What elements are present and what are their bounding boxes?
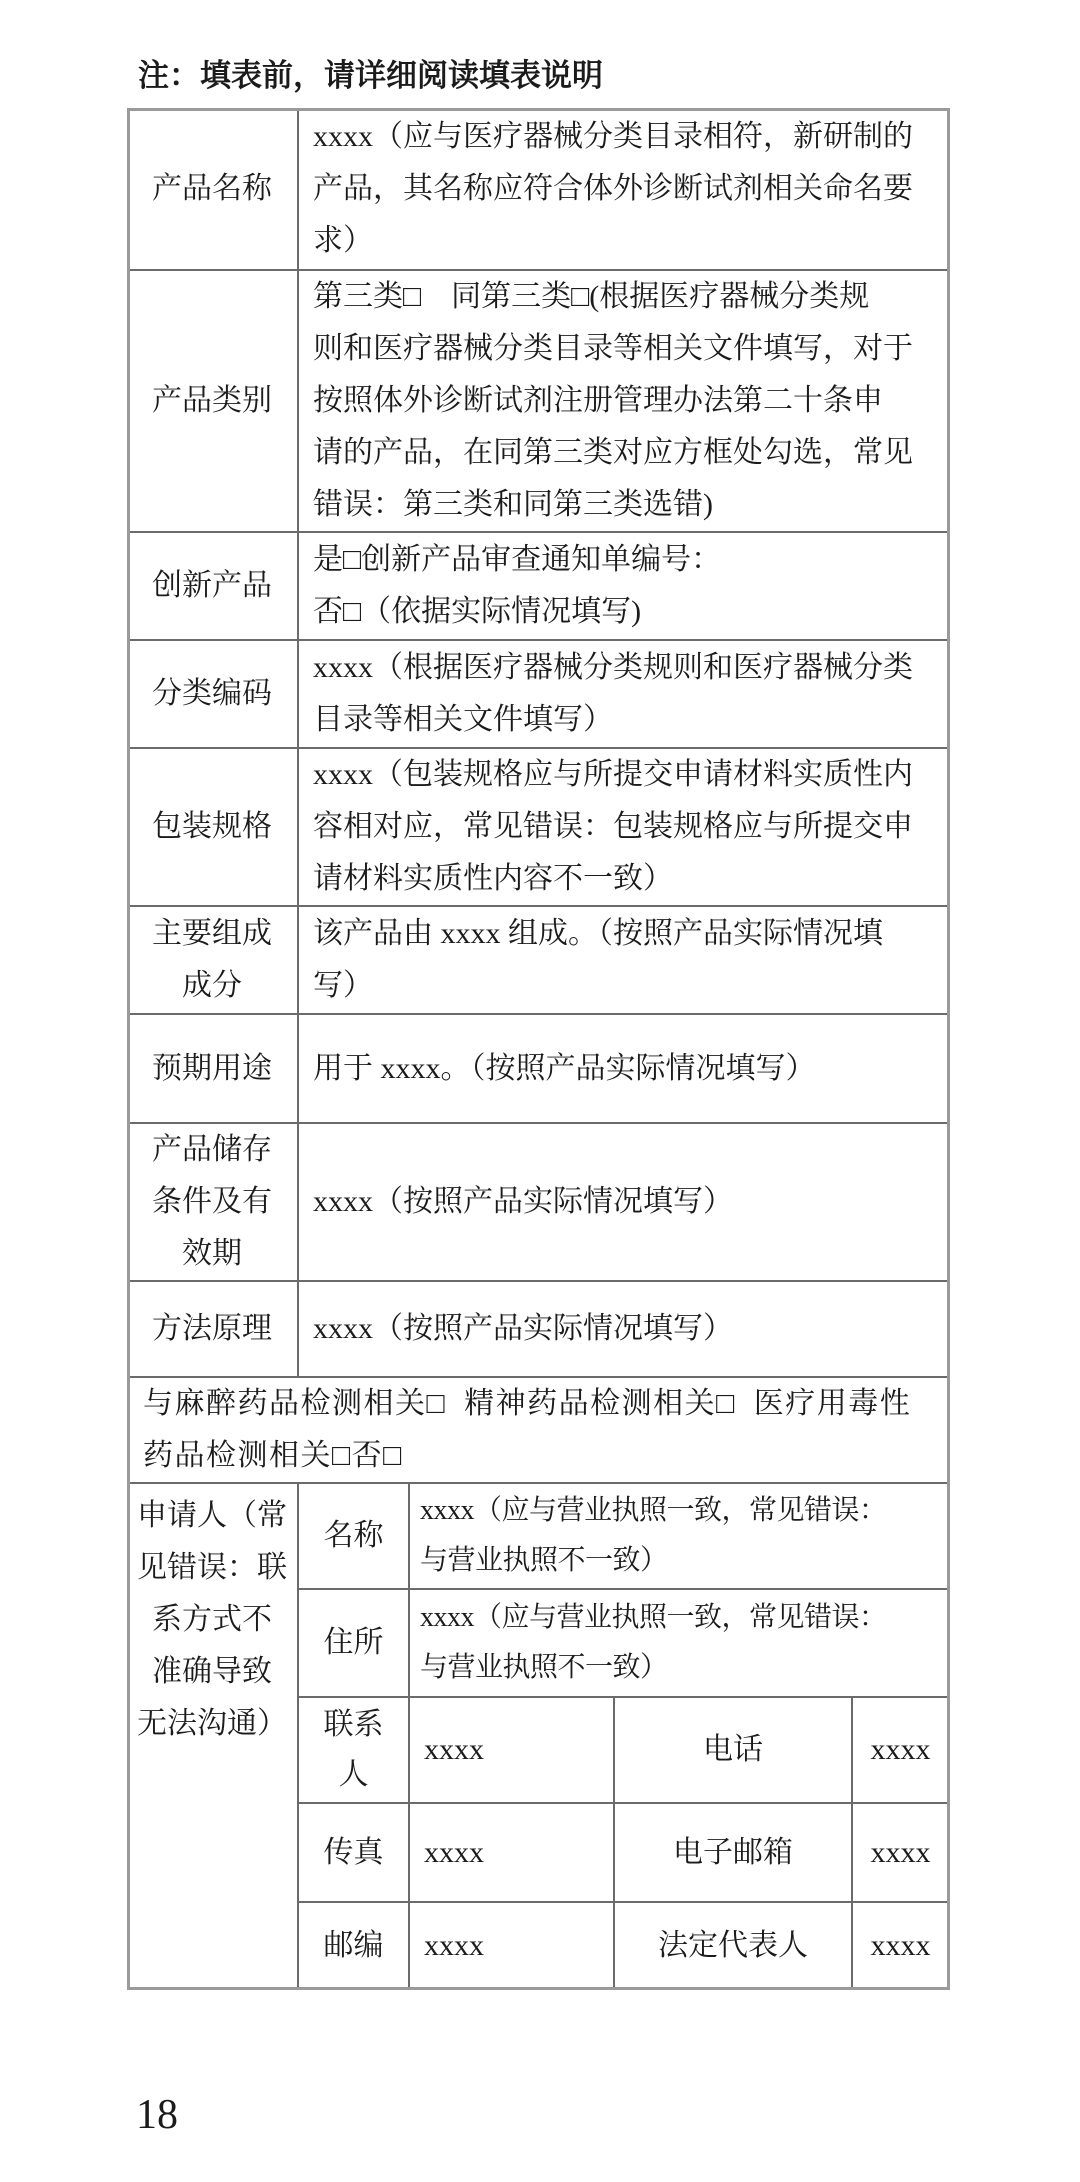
label-line: 名称 xyxy=(323,1519,384,1552)
page-number: 18 xyxy=(136,2092,178,2138)
label-line: 住所 xyxy=(323,1626,384,1659)
innovative-product-value xyxy=(299,533,950,641)
value-line: 按照体外诊断试剂注册管理办法第二十条申 xyxy=(313,384,883,417)
label-line: 传真 xyxy=(323,1835,384,1869)
product-category-label xyxy=(127,271,299,533)
postcode-label xyxy=(299,1903,410,1990)
label-line: 邮编 xyxy=(323,1928,384,1962)
value-line: 请材料实质性内容不一致） xyxy=(313,862,673,895)
email-label xyxy=(615,1804,853,1903)
storage-validity-label xyxy=(127,1124,299,1282)
value-line: xxxx xyxy=(424,1928,484,1962)
value-line: 错误：第三类和同第三类选错) xyxy=(313,488,713,521)
contact-person-label xyxy=(299,1698,410,1804)
intended-use-label xyxy=(127,1015,299,1124)
label-line: 系方式不 xyxy=(152,1603,272,1636)
value-line: 与营业执照不一致） xyxy=(420,1545,668,1576)
postcode-value xyxy=(410,1903,615,1990)
label-line: 包装规格 xyxy=(152,810,272,843)
product-category-value xyxy=(299,271,950,533)
value-line: xxxx xyxy=(870,1835,931,1869)
applicant-name-label xyxy=(299,1484,410,1590)
contact-person-value xyxy=(410,1698,615,1804)
value-line: 药品检测相关□否□ xyxy=(143,1439,403,1472)
value-line: 与营业执照不一致） xyxy=(420,1652,668,1683)
form-note: 注：填表前，请详细阅读填表说明 xyxy=(138,58,603,93)
application-form-table xyxy=(127,108,950,1990)
label-line: 方法原理 xyxy=(152,1312,272,1345)
value-line: 用于 xxxx。（按照产品实际情况填写） xyxy=(313,1051,816,1085)
classification-code-label xyxy=(127,641,299,749)
value-line: xxxx（应与营业执照一致，常见错误： xyxy=(420,1602,887,1633)
label-line: 产品类别 xyxy=(152,384,272,417)
applicant-label xyxy=(127,1484,299,1990)
method-principle-value xyxy=(299,1282,950,1378)
innovative-product-label xyxy=(127,533,299,641)
value-line: xxxx（应与医疗器械分类目录相符，新研制的 xyxy=(313,119,913,153)
label-line: 电子邮箱 xyxy=(673,1835,793,1869)
value-line: xxxx（包装规格应与所提交申请材料实质性内 xyxy=(313,758,913,791)
label-line: 法定代表人 xyxy=(658,1928,808,1962)
label-line: 申请人（常 xyxy=(137,1499,287,1532)
email-value xyxy=(853,1804,950,1903)
value-line: 容相对应，常见错误：包装规格应与所提交申 xyxy=(313,810,913,843)
value-line: xxxx xyxy=(870,1928,931,1962)
label-line: 分类编码 xyxy=(152,677,272,710)
value-line: xxxx（应与营业执照一致，常见错误： xyxy=(420,1495,887,1526)
value-line: xxxx xyxy=(424,1835,484,1869)
package-spec-label xyxy=(127,749,299,907)
value-line: 请的产品，在同第三类对应方框处勾选，常见 xyxy=(313,436,913,469)
value-line: 则和医疗器械分类目录等相关文件填写，对于 xyxy=(313,332,913,365)
value-line: xxxx xyxy=(870,1733,931,1766)
method-principle-label xyxy=(127,1282,299,1378)
value-line: xxxx xyxy=(424,1733,484,1766)
label-line: 预期用途 xyxy=(152,1051,272,1085)
product-name-value xyxy=(299,108,950,271)
legal-representative-label xyxy=(615,1903,853,1990)
label-line: 成分 xyxy=(182,969,242,1002)
label-line: 产品储存 xyxy=(152,1133,272,1166)
value-line: xxxx（按照产品实际情况填写） xyxy=(313,1185,733,1218)
label-line: 无法沟通） xyxy=(137,1707,287,1740)
main-components-value xyxy=(299,907,950,1015)
value-line: 目录等相关文件填写） xyxy=(313,703,613,736)
value-line: 求） xyxy=(313,223,373,257)
label-line: 人 xyxy=(338,1758,369,1791)
value-line: 产品，其名称应符合体外诊断试剂相关命名要 xyxy=(313,171,913,205)
value-line: 第三类□ 同第三类□(根据医疗器械分类规 xyxy=(313,280,870,313)
value-line: 否□（依据实际情况填写) xyxy=(313,595,642,628)
intended-use-value xyxy=(299,1015,950,1124)
label-line: 创新产品 xyxy=(152,569,272,602)
label-line: 产品名称 xyxy=(152,171,272,205)
storage-validity-value xyxy=(299,1124,950,1282)
value-line: 写） xyxy=(313,969,373,1002)
value-line: 与麻醉药品检测相关□ 精神药品检测相关□ 医疗用毒性 xyxy=(143,1387,912,1420)
value-line: 该产品由 xxxx 组成。（按照产品实际情况填 xyxy=(313,917,883,950)
value-line: xxxx（根据医疗器械分类规则和医疗器械分类 xyxy=(313,651,913,684)
label-line: 效期 xyxy=(182,1237,242,1270)
main-components-label xyxy=(127,907,299,1015)
phone-label xyxy=(615,1698,853,1804)
label-line: 联系 xyxy=(323,1708,384,1741)
value-line: xxxx（按照产品实际情况填写） xyxy=(313,1312,733,1345)
applicant-address-value xyxy=(410,1590,950,1698)
phone-value xyxy=(853,1698,950,1804)
product-name-label xyxy=(127,108,299,271)
value-line: 是□创新产品审查通知单编号： xyxy=(313,543,722,576)
applicant-address-label xyxy=(299,1590,410,1698)
label-line: 见错误：联 xyxy=(137,1551,287,1584)
label-line: 主要组成 xyxy=(152,917,272,950)
controlled-drug-detection-row xyxy=(127,1378,950,1484)
applicant-name-value xyxy=(410,1484,950,1590)
label-line: 准确导致 xyxy=(152,1655,272,1688)
classification-code-value xyxy=(299,641,950,749)
legal-representative-value xyxy=(853,1903,950,1990)
package-spec-value xyxy=(299,749,950,907)
label-line: 条件及有 xyxy=(152,1185,272,1218)
fax-value xyxy=(410,1804,615,1903)
fax-label xyxy=(299,1804,410,1903)
label-line: 电话 xyxy=(703,1733,763,1766)
